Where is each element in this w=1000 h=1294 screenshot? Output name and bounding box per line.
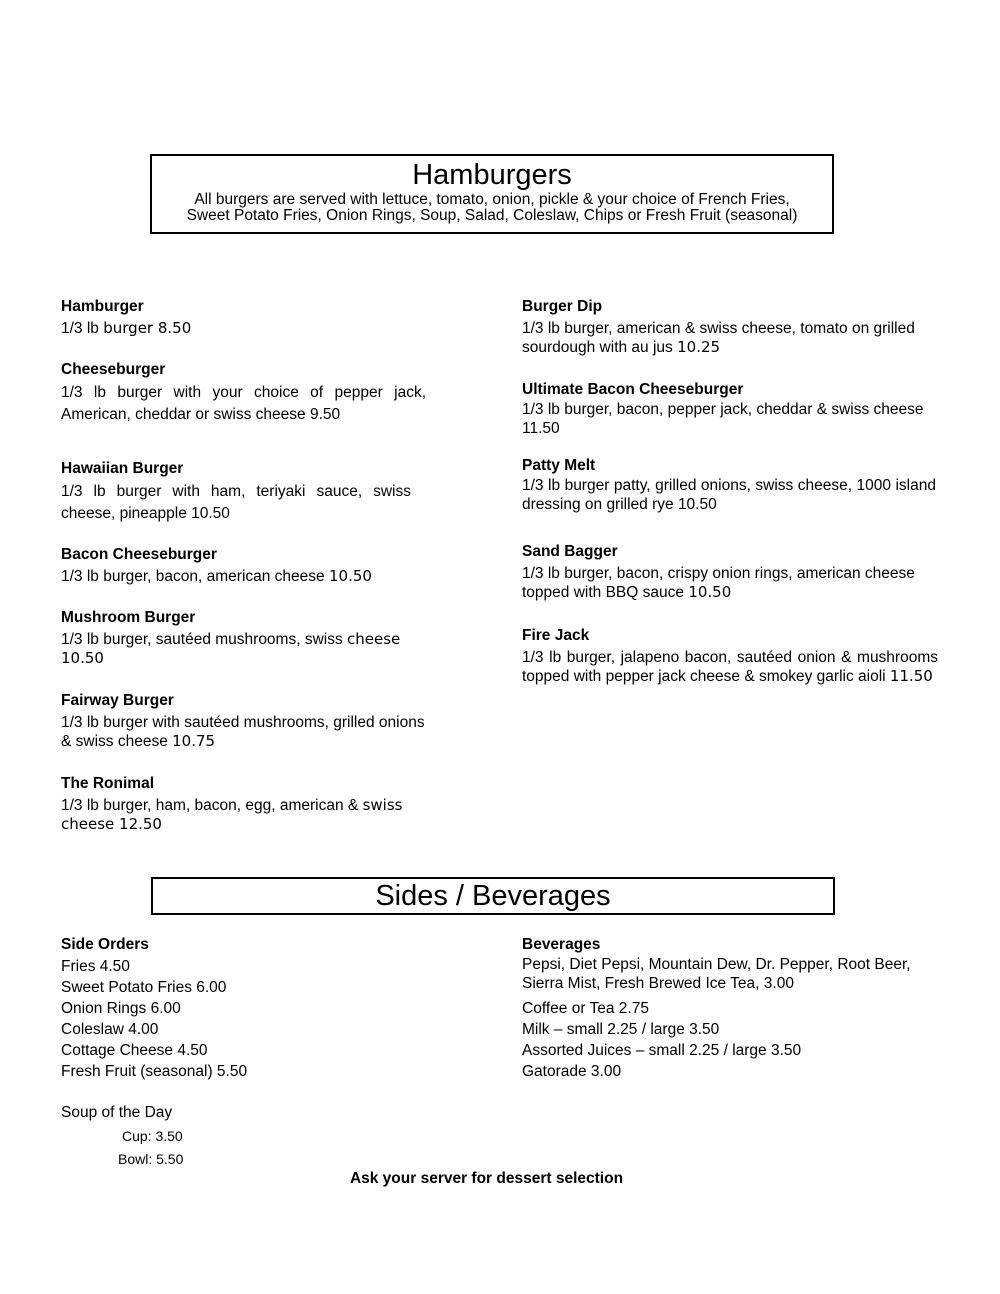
list-item: Milk – small 2.25 / large 3.50 — [522, 1021, 720, 1038]
item-name: Cheeseburger — [61, 361, 166, 378]
list-item: Gatorade 3.00 — [522, 1063, 622, 1080]
menu-item-burger-dip — [522, 297, 942, 357]
menu-item-mushroom-burger — [61, 608, 426, 668]
item-name: Fairway Burger — [61, 692, 174, 709]
item-desc: 1/3 lb burger, bacon, crispy onion rings, american cheese topped with BBQ sauce — [522, 565, 915, 601]
item-price: 10.75 — [172, 732, 216, 750]
menu-item-hamburger — [61, 297, 426, 338]
item-price: swiss cheese 12.50 — [61, 796, 403, 833]
item-name: Hawaiian Burger — [61, 460, 184, 477]
hamburgers-title: Hamburgers — [412, 159, 572, 191]
item-name: Burger Dip — [522, 298, 603, 315]
item-price: 10.50 — [688, 583, 732, 601]
item-desc: 1/3 lb burger with sautéed mushrooms, grilled onions & swiss cheese — [61, 714, 425, 750]
item-name: Ultimate Bacon Cheeseburger — [522, 381, 744, 398]
hamburgers-subtitle-line1: All burgers are served with lettuce, tomato, onion, pickle & your choice of French Fries, — [194, 191, 790, 208]
list-item: Fries 4.50 — [61, 958, 130, 975]
list-item: Fresh Fruit (seasonal) 5.50 — [61, 1063, 248, 1080]
menu-item-fire-jack — [522, 626, 938, 686]
sides-beverages-title: Sides / Beverages — [375, 880, 611, 912]
item-price: burger 8.50 — [103, 319, 192, 337]
item-desc: 1/3 lb burger with your choice of pepper jack, American, cheddar or swiss cheese 9.50 — [61, 384, 426, 423]
item-price: 11.50 — [889, 667, 933, 685]
menu-item-the-ronimal — [61, 774, 426, 834]
item-desc: 1/3 lb burger, sautéed mushrooms, swiss — [61, 631, 343, 648]
list-item: Assorted Juices – small 2.25 / large 3.50 — [522, 1042, 802, 1059]
item-desc: 1/3 lb burger, bacon, american cheese — [61, 568, 325, 585]
item-desc: 1/3 lb — [61, 320, 99, 337]
dessert-note: Ask your server for dessert selection — [349, 1170, 624, 1187]
item-name: Fire Jack — [522, 627, 590, 644]
menu-item-fairway-burger — [61, 691, 426, 751]
list-item: Onion Rings 6.00 — [61, 1000, 181, 1017]
item-name: The Ronimal — [61, 775, 155, 792]
hamburgers-header-box — [150, 154, 834, 234]
item-name: Sand Bagger — [522, 543, 618, 560]
item-name: Bacon Cheeseburger — [61, 546, 217, 563]
beverages-sodas: Pepsi, Diet Pepsi, Mountain Dew, Dr. Pepper, Root Beer, Sierra Mist, Fresh Brewed Ice Tea, 3.00 — [522, 956, 911, 992]
menu-item-cheeseburger — [61, 360, 426, 426]
side-orders-heading: Side Orders — [61, 936, 149, 953]
hamburgers-subtitle-line2: Sweet Potato Fries, Onion Rings, Soup, Salad, Coleslaw, Chips or Fresh Fruit (seasonal) — [186, 207, 798, 224]
menu-item-patty-melt — [522, 456, 936, 514]
item-desc: 1/3 lb burger, jalapeno bacon, sautéed onion & mushrooms topped with pepper jack cheese & smokey garlic aioli — [522, 649, 938, 685]
item-price: 10.25 — [677, 338, 721, 356]
beverages-heading: Beverages — [522, 936, 601, 953]
item-name: Hamburger — [61, 298, 144, 315]
menu-item-bacon-cheeseburger — [61, 545, 426, 586]
item-desc: 1/3 lb burger, ham, bacon, egg, american & — [61, 797, 359, 814]
item-desc: 1/3 lb burger, bacon, pepper jack, cheddar & swiss cheese 11.50 — [522, 401, 924, 437]
side-orders-list — [61, 956, 247, 1082]
item-desc: 1/3 lb burger with ham, teriyaki sauce, swiss cheese, pineapple 10.50 — [61, 483, 411, 522]
list-item: Coleslaw 4.00 — [61, 1021, 159, 1038]
menu-item-hawaiian-burger — [61, 459, 411, 525]
item-price: cheese 10.50 — [61, 630, 401, 667]
item-desc: 1/3 lb burger patty, grilled onions, swiss cheese, 1000 island dressing on grilled rye 10.50 — [522, 477, 936, 513]
list-item: Coffee or Tea 2.75 — [522, 1000, 649, 1017]
menu-item-ultimate-bacon-cheeseburger — [522, 380, 950, 438]
list-item: Cottage Cheese 4.50 — [61, 1042, 208, 1059]
item-name: Mushroom Burger — [61, 609, 196, 626]
soup-bowl: Bowl: 5.50 — [118, 1151, 184, 1167]
beverages-list — [522, 998, 801, 1082]
list-item: Sweet Potato Fries 6.00 — [61, 979, 227, 996]
item-price: 10.50 — [328, 567, 372, 585]
menu-item-sand-bagger — [522, 542, 942, 602]
item-desc: 1/3 lb burger, american & swiss cheese, tomato on grilled sourdough with au jus — [522, 320, 915, 356]
item-name: Patty Melt — [522, 457, 596, 474]
sides-beverages-header-box — [151, 877, 835, 915]
soup-heading: Soup of the Day — [61, 1104, 173, 1121]
soup-cup: Cup: 3.50 — [122, 1128, 183, 1144]
